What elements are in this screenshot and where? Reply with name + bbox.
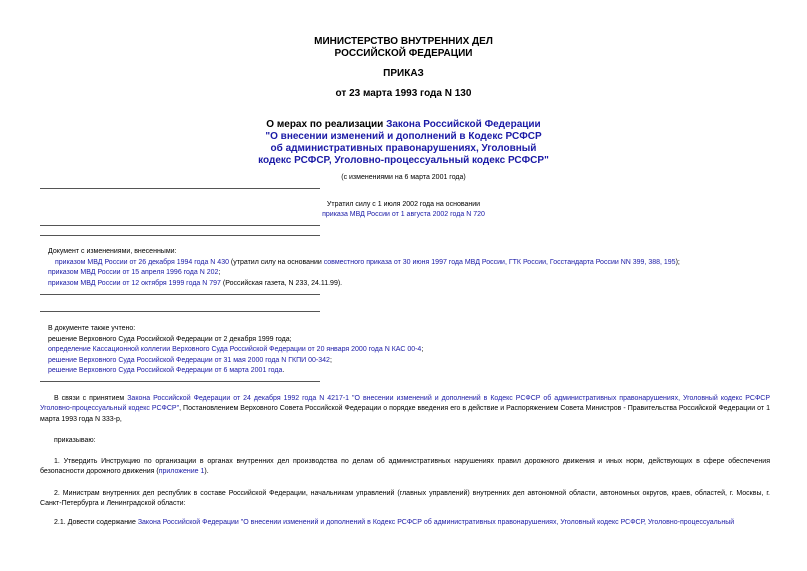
ministry-heading	[0, 36, 807, 60]
changes-heading: Документ с изменениями, внесенными:	[48, 248, 177, 255]
considered-item-3: решение Верховного Суда Российской Федерации от 31 мая 2000 года N ГКПИ 00-342;	[48, 356, 332, 364]
considered-item-4: решение Верховного Суда Российской Федерации от 6 марта 2001 года.	[48, 367, 285, 375]
changes-item-2: приказом МВД России от 15 апреля 1996 года N 202;	[48, 269, 221, 277]
changes-block	[48, 247, 748, 289]
expired-line	[0, 210, 807, 219]
title-line-4	[0, 155, 807, 167]
ministry-line-1: МИНИСТЕРСТВО ВНУТРЕННИХ ДЕЛ	[314, 36, 493, 47]
considered-item-2-link[interactable]: определение Кассационной коллегии Верховного Суда Российской Федерации от 20 января 2000 года N КАС 00-4	[48, 346, 422, 354]
amended-note: (с изменениями на 6 марта 2001 года)	[341, 174, 466, 181]
divider	[40, 381, 320, 382]
changes-item-3-link[interactable]: приказом МВД России от 12 октября 1999 года N 797	[48, 279, 221, 287]
title-line-2	[0, 131, 807, 143]
considered-item-1: решение Верховного Суда Российской Федерации от 2 декабря 1999 года;	[48, 335, 292, 343]
considered-block	[48, 324, 748, 377]
appendix-1-link[interactable]: приложение 1	[158, 468, 205, 476]
title-line-3	[0, 143, 807, 155]
considered-heading: В документе также учтено:	[48, 325, 136, 332]
considered-item-2: определение Кассационной коллегии Верховного Суда Российской Федерации от 20 января 2000 года N КАС 00-4;	[48, 346, 424, 354]
paragraph-item-2-1: 2.1. Довести содержание Закона Российской Федерации "О внесении изменений и дополнений в Кодекс РСФСР об административных правонарушениях, Уголовный кодекс РСФСР, Уголовно-процессуальный	[54, 519, 735, 526]
expired-text: Утратил силу с 1 июля 2002 года на основании	[326, 201, 481, 208]
changes-item-1-link[interactable]: приказом МВД России от 26 декабря 1994 года N 430	[55, 258, 229, 266]
considered-item-3-link[interactable]: решение Верховного Суда Российской Федерации от 31 мая 2000 года N ГКПИ 00-342	[48, 356, 330, 364]
title-link-line-4[interactable]: кодекс РСФСР, Уголовно-процессуальный кодекс РСФСР"	[258, 155, 549, 166]
divider	[40, 311, 320, 312]
doc-type: ПРИКАЗ	[383, 68, 424, 79]
law-reference-link[interactable]: Закона Российской Федерации от 24 декабря 1992 года N 4217-1 "О внесении изменений и дополнений в Кодекс РСФСР об административных правонарушениях, Уголовный кодекс РСФСР Уголовно-процессуальный кодекс РСФСР"	[40, 395, 770, 413]
divider	[40, 294, 320, 295]
paragraph-order: приказываю:	[54, 437, 96, 444]
paragraph-item-2: 2. Министрам внутренних дел республик в составе Российской Федерации, начальникам управлений (главных управлений) внутренних дел автономной области, автономных округов, краев, областей, г. Москвы, г. Санкт-Петербурга и Ленинградской области:	[40, 490, 770, 508]
divider	[40, 188, 320, 189]
title-link-line-2[interactable]: "О внесении изменений и дополнений в Кодекс РСФСР	[265, 131, 542, 142]
paragraph-item-1: 1. Утвердить Инструкцию по организации в органах внутренних дел производства по делам об административных нарушениях правил дорожного движения и иных норм, действующих в сфере обеспечения безопасности дорожного движения (приложение 1).	[40, 458, 770, 476]
title-line-1: О мерах по реализации Закона Российской Федерации	[266, 119, 541, 130]
paragraph-preamble: В связи с принятием Закона Российской Федерации от 24 декабря 1992 года N 4217-1 "О внесении изменений и дополнений в Кодекс РСФСР об административных правонарушениях, Уголовный кодекс РСФСР Уголовно-процессуальный кодекс РСФСР", Постановлением Верховного Совета Российской Федерации о порядке введения его в действие и Распоряжением Совета Министров - Правительства Российской Федерации от 1 марта 1993 года N 333-р,	[40, 395, 770, 423]
changes-item-1-link-2[interactable]: совместного приказа от 30 июня 1997 года МВД России, ГТК России, Госстандарта России NN 399, 388, 195	[323, 258, 676, 266]
changes-item-2-link[interactable]: приказом МВД России от 15 апреля 1996 года N 202	[48, 269, 219, 277]
doc-date-number: от 23 марта 1993 года N 130	[335, 88, 472, 99]
changes-item-3: приказом МВД России от 12 октября 1999 года N 797 (Российская газета, N 233, 24.11.99).	[48, 279, 343, 287]
changes-item-1: приказом МВД России от 26 декабря 1994 года N 430 (утратил силу на основании совместного приказа от 30 июня 1997 года МВД России, ГТК России, Госстандарта России NN 399, 388, 195);	[55, 258, 680, 266]
considered-item-4-link[interactable]: решение Верховного Суда Российской Федерации от 6 марта 2001 года	[48, 367, 283, 375]
law-link[interactable]: Закона Российской Федерации	[386, 119, 541, 130]
expired-link[interactable]: приказа МВД России от 1 августа 2002 года N 720	[322, 211, 485, 218]
divider	[40, 235, 320, 236]
title-link-line-3[interactable]: об административных правонарушениях, Уголовный	[270, 143, 537, 154]
doc-title	[0, 119, 807, 167]
divider	[40, 225, 320, 226]
ministry-line-2: РОССИЙСКОЙ ФЕДЕРАЦИИ	[334, 48, 473, 59]
law-content-link[interactable]: Закона Российской Федерации "О внесении изменений и дополнений в Кодекс РСФСР об административных правонарушениях, Уголовный кодекс РСФСР, Уголовно-процессуальный	[137, 519, 735, 526]
